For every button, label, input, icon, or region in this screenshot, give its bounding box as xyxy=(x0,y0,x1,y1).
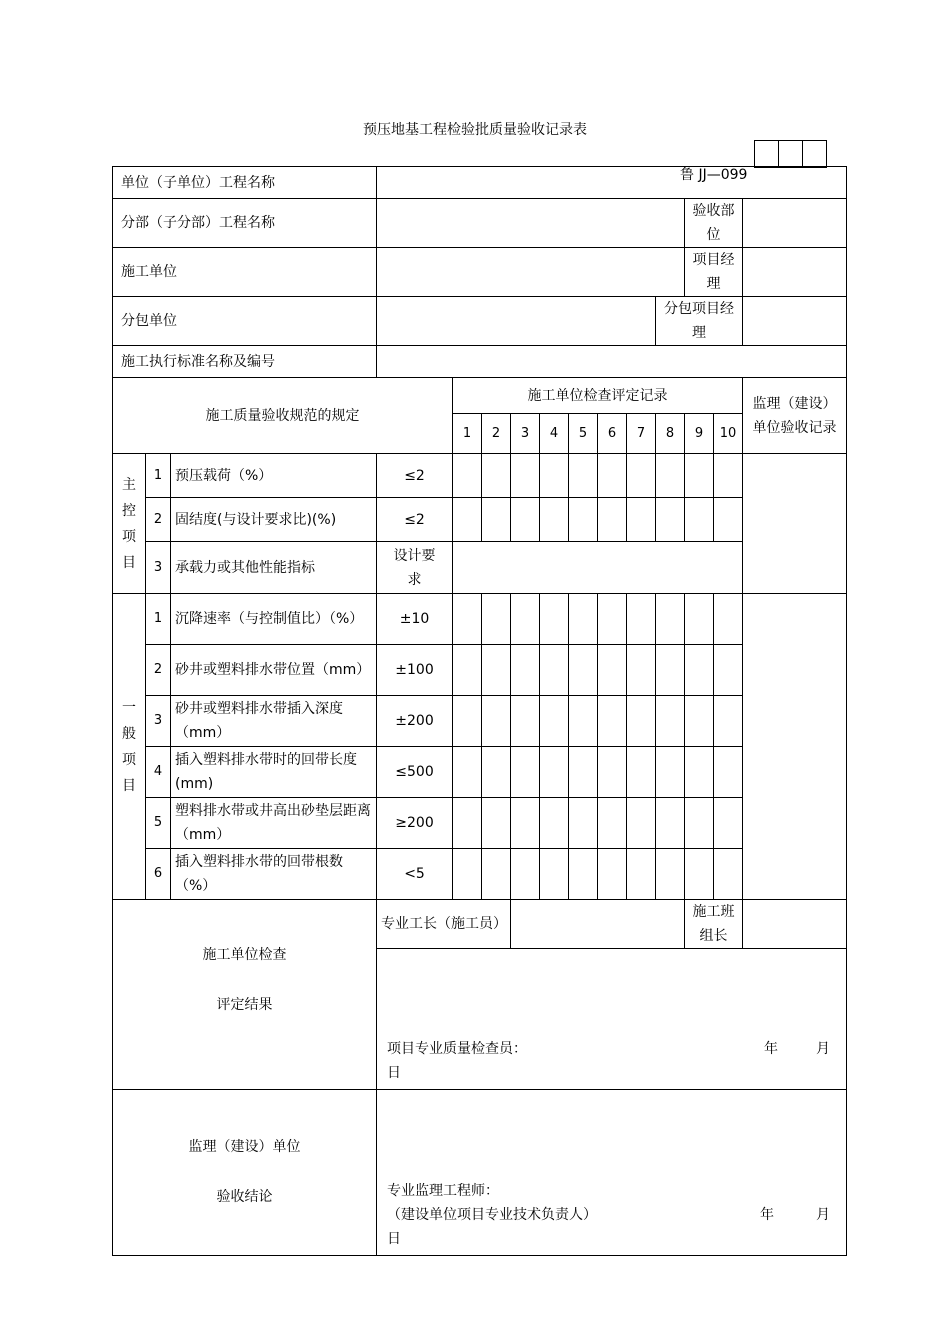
table-row xyxy=(113,454,847,498)
form-number-boxes xyxy=(755,140,827,168)
item-name: 承载力或其他性能指标 xyxy=(171,542,377,594)
team-leader-label: 施工班组长 xyxy=(685,900,743,949)
record-cell[interactable] xyxy=(482,849,511,900)
item-name: 固结度(与设计要求比)(%) xyxy=(171,498,377,542)
record-cell[interactable] xyxy=(627,454,656,498)
engineer-label: 专业监理工程师： xyxy=(387,1183,500,1199)
record-cell[interactable] xyxy=(569,696,598,747)
subcontract-manager-label: 分包项目经理 xyxy=(656,297,743,346)
item-standard: ≤2 xyxy=(377,498,453,542)
record-cell[interactable] xyxy=(656,747,685,798)
standard-label: 施工执行标准名称及编号 xyxy=(113,346,377,378)
record-cell[interactable] xyxy=(598,645,627,696)
record-cell[interactable] xyxy=(569,849,598,900)
record-cell[interactable] xyxy=(511,594,540,645)
record-cell[interactable] xyxy=(656,798,685,849)
sub-project-label: 分部（子分部）工程名称 xyxy=(113,199,377,248)
record-cell[interactable] xyxy=(453,849,482,900)
row-number: 5 xyxy=(146,798,171,849)
row-number: 1 xyxy=(146,594,171,645)
record-cell[interactable] xyxy=(569,747,598,798)
record-cell[interactable] xyxy=(511,498,540,542)
standard-value[interactable] xyxy=(377,346,847,378)
record-cell[interactable] xyxy=(540,747,569,798)
record-cell[interactable] xyxy=(511,849,540,900)
record-cell[interactable] xyxy=(685,696,714,747)
record-cell[interactable] xyxy=(569,645,598,696)
construction-result-body[interactable]: 项目专业质量检查员： 年 月 日 xyxy=(377,949,847,1090)
item-name: 插入塑料排水带的回带根数（%） xyxy=(171,849,377,900)
record-cell[interactable] xyxy=(656,594,685,645)
record-cell[interactable] xyxy=(685,849,714,900)
col-num: 9 xyxy=(685,414,714,454)
item-name: 预压载荷（%） xyxy=(171,454,377,498)
table-row xyxy=(113,747,847,798)
table-row xyxy=(113,542,847,594)
general-items-label: 一 般 项 目 xyxy=(113,594,146,900)
subcontract-unit-value[interactable] xyxy=(377,297,656,346)
table-row xyxy=(113,498,847,542)
record-cell[interactable] xyxy=(714,498,743,542)
record-cell[interactable] xyxy=(569,594,598,645)
record-cell[interactable] xyxy=(482,594,511,645)
foreman-value[interactable] xyxy=(511,900,685,949)
record-cell[interactable] xyxy=(453,696,482,747)
record-cell[interactable] xyxy=(627,798,656,849)
record-cell[interactable] xyxy=(656,645,685,696)
record-cell[interactable] xyxy=(656,498,685,542)
item-standard: ≤500 xyxy=(377,747,453,798)
record-cell[interactable] xyxy=(482,645,511,696)
row-number: 6 xyxy=(146,849,171,900)
col-num: 3 xyxy=(511,414,540,454)
supervision-general-cell[interactable] xyxy=(743,594,847,900)
day-label: 日 xyxy=(387,1231,402,1247)
table-row xyxy=(113,594,847,645)
record-cell[interactable] xyxy=(598,747,627,798)
record-cell[interactable] xyxy=(482,696,511,747)
form-code: 鲁 JJ—099 xyxy=(680,167,748,183)
item-standard: 设计要求 xyxy=(377,542,453,594)
row-number: 2 xyxy=(146,498,171,542)
record-cell[interactable] xyxy=(714,645,743,696)
inspector-label: 项目专业质量检查员： xyxy=(387,1041,528,1057)
record-cell[interactable] xyxy=(511,696,540,747)
record-cell[interactable] xyxy=(569,798,598,849)
record-cell[interactable] xyxy=(714,747,743,798)
col-num: 10 xyxy=(714,414,743,454)
subcontract-unit-label: 分包单位 xyxy=(113,297,377,346)
item-standard: ±10 xyxy=(377,594,453,645)
item-standard: <5 xyxy=(377,849,453,900)
record-cell[interactable] xyxy=(540,696,569,747)
record-cell[interactable] xyxy=(627,747,656,798)
record-cell[interactable] xyxy=(685,645,714,696)
record-cell[interactable] xyxy=(569,454,598,498)
construction-unit-label: 施工单位 xyxy=(113,248,377,297)
record-cell[interactable] xyxy=(714,594,743,645)
record-cell[interactable] xyxy=(598,454,627,498)
item-standard: ≤2 xyxy=(377,454,453,498)
subcontract-manager-value[interactable] xyxy=(743,297,847,346)
record-cell[interactable] xyxy=(656,454,685,498)
record-cell[interactable] xyxy=(714,798,743,849)
record-cell[interactable] xyxy=(598,594,627,645)
record-cell[interactable] xyxy=(598,696,627,747)
unit-project-value[interactable] xyxy=(377,167,847,199)
record-cell[interactable] xyxy=(714,454,743,498)
record-cell[interactable] xyxy=(511,747,540,798)
record-cell[interactable] xyxy=(540,594,569,645)
record-cell[interactable] xyxy=(685,594,714,645)
foreman-label: 专业工长（施工员） xyxy=(377,900,511,949)
record-cell[interactable] xyxy=(482,454,511,498)
supervision-result-body[interactable]: 专业监理工程师： （建设单位项目专业技术负责人） 年 月 日 xyxy=(377,1090,847,1256)
col-num: 8 xyxy=(656,414,685,454)
record-cell[interactable] xyxy=(714,696,743,747)
record-cell[interactable] xyxy=(540,798,569,849)
record-cell[interactable] xyxy=(598,498,627,542)
col-num: 4 xyxy=(540,414,569,454)
record-cell[interactable] xyxy=(511,798,540,849)
record-cell[interactable] xyxy=(453,645,482,696)
construction-unit-value[interactable] xyxy=(377,248,685,297)
acceptance-form-table xyxy=(112,166,847,1256)
col-num: 1 xyxy=(453,414,482,454)
table-row xyxy=(113,849,847,900)
table-row xyxy=(113,798,847,849)
item-name: 砂井或塑料排水带位置（mm） xyxy=(171,645,377,696)
record-cell[interactable] xyxy=(482,747,511,798)
record-cell[interactable] xyxy=(627,645,656,696)
record-cell[interactable] xyxy=(453,454,482,498)
record-cell[interactable] xyxy=(685,454,714,498)
row-number: 4 xyxy=(146,747,171,798)
record-cell[interactable] xyxy=(714,849,743,900)
record-cell[interactable] xyxy=(627,849,656,900)
main-items-label: 主 控 项 目 xyxy=(113,454,146,594)
row-number: 2 xyxy=(146,645,171,696)
acceptance-part-label: 验收部位 xyxy=(685,199,743,248)
item-standard: ±200 xyxy=(377,696,453,747)
supervision-main-cell[interactable] xyxy=(743,454,847,594)
acceptance-part-value[interactable] xyxy=(743,199,847,248)
col-num: 5 xyxy=(569,414,598,454)
record-cell[interactable] xyxy=(511,645,540,696)
record-cell[interactable] xyxy=(627,594,656,645)
record-cell[interactable] xyxy=(453,594,482,645)
item-standard: ±100 xyxy=(377,645,453,696)
row-number: 3 xyxy=(146,542,171,594)
project-manager-value[interactable] xyxy=(743,248,847,297)
item-name: 沉降速率（与控制值比）（%） xyxy=(171,594,377,645)
record-cell[interactable] xyxy=(453,498,482,542)
record-cell[interactable] xyxy=(627,696,656,747)
owner-rep-label: （建设单位项目专业技术负责人） xyxy=(387,1207,598,1223)
item-name: 插入塑料排水带时的回带长度(mm) xyxy=(171,747,377,798)
record-cell[interactable] xyxy=(656,696,685,747)
record-cell[interactable] xyxy=(482,798,511,849)
record-cell[interactable] xyxy=(685,498,714,542)
record-cell[interactable] xyxy=(685,798,714,849)
table-row xyxy=(113,645,847,696)
row-number: 3 xyxy=(146,696,171,747)
team-leader-value[interactable] xyxy=(743,900,847,949)
col-num: 2 xyxy=(482,414,511,454)
record-cell[interactable] xyxy=(598,798,627,849)
table-row xyxy=(113,696,847,747)
record-cell[interactable] xyxy=(511,454,540,498)
row-number: 1 xyxy=(146,454,171,498)
supervision-result-label: 监理（建设）单位 验收结论 xyxy=(113,1090,377,1256)
record-cell[interactable] xyxy=(656,849,685,900)
record-cell[interactable] xyxy=(598,849,627,900)
item-name: 塑料排水带或井高出砂垫层距离（mm） xyxy=(171,798,377,849)
col-num: 7 xyxy=(627,414,656,454)
record-cell[interactable] xyxy=(482,498,511,542)
record-cell[interactable] xyxy=(453,798,482,849)
construction-result-label: 施工单位检查 评定结果 xyxy=(113,900,377,1090)
record-cell[interactable] xyxy=(540,645,569,696)
day-label: 日 xyxy=(387,1065,402,1081)
col-num: 6 xyxy=(598,414,627,454)
spec-header: 施工质量验收规范的规定 xyxy=(113,378,453,454)
form-title: 预压地基工程检验批质量验收记录表 xyxy=(363,122,587,138)
record-cell[interactable] xyxy=(569,498,598,542)
record-cell[interactable] xyxy=(453,747,482,798)
record-cell[interactable] xyxy=(627,498,656,542)
unit-project-label: 单位（子单位）工程名称 xyxy=(113,167,377,199)
supervision-header: 监理（建设）单位验收记录 xyxy=(743,378,847,454)
record-cell[interactable] xyxy=(685,747,714,798)
item-standard: ≥200 xyxy=(377,798,453,849)
record-cell[interactable] xyxy=(540,849,569,900)
check-record-header: 施工单位检查评定记录 xyxy=(453,378,743,414)
item-name: 砂井或塑料排水带插入深度（mm） xyxy=(171,696,377,747)
record-cell[interactable] xyxy=(540,454,569,498)
sub-project-value[interactable] xyxy=(377,199,685,248)
project-manager-label: 项目经理 xyxy=(685,248,743,297)
record-cell[interactable] xyxy=(540,498,569,542)
record-cell[interactable] xyxy=(453,542,743,594)
